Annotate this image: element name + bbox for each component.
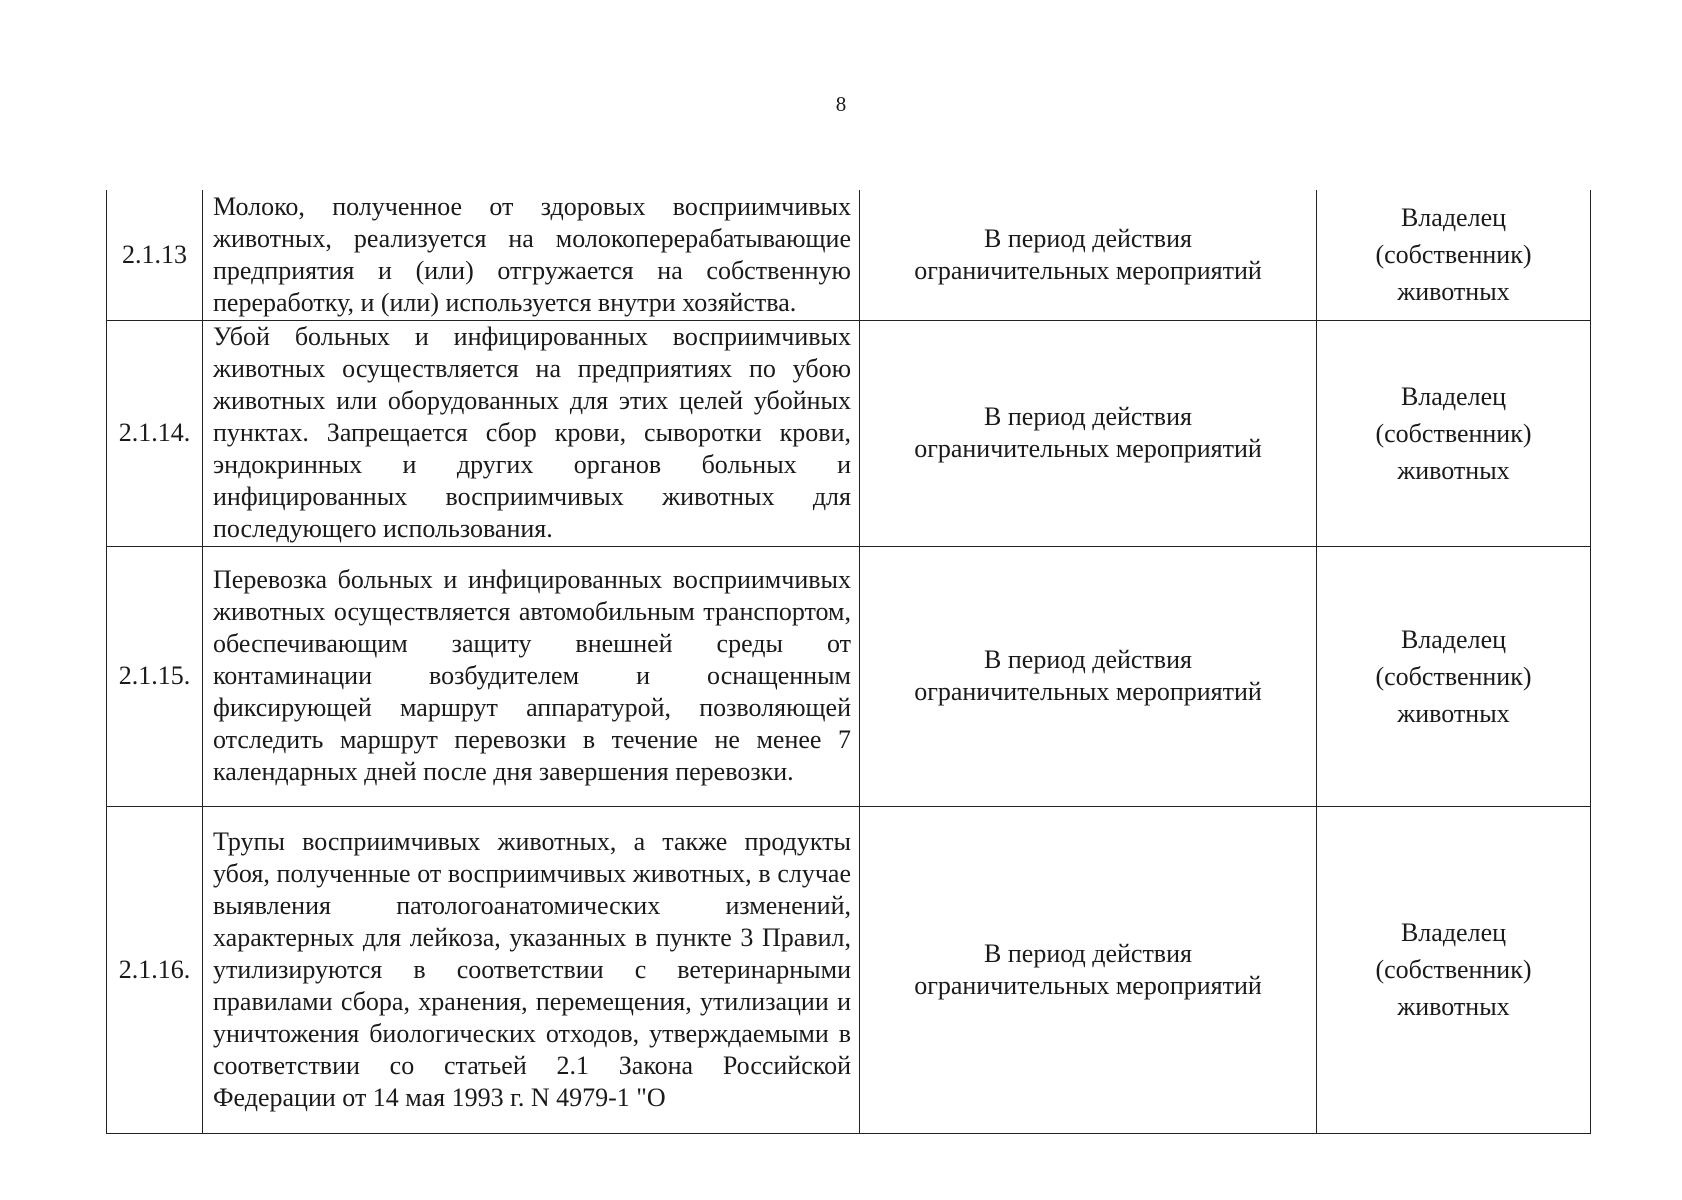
owner-line: Владелец xyxy=(1400,381,1507,411)
period-line: ограничительных мероприятий xyxy=(914,255,1262,285)
item-number: 2.1.15. xyxy=(107,546,203,806)
table-row xyxy=(107,320,1591,546)
owner-line: (собственник) xyxy=(1375,661,1532,691)
period-line: В период действия xyxy=(984,402,1192,431)
owner-line: (собственник) xyxy=(1375,955,1532,984)
period-line: ограничительных мероприятий xyxy=(914,434,1262,463)
item-responsible xyxy=(1317,320,1591,546)
owner-line: Владелец xyxy=(1400,624,1507,654)
item-text xyxy=(203,320,860,546)
item-number: 2.1.14. xyxy=(107,320,203,546)
item-text xyxy=(203,806,860,1133)
table-row xyxy=(107,546,1591,806)
owner-line: животных xyxy=(1397,455,1510,485)
item-text xyxy=(203,546,860,806)
item-text-body: Перевозка больных и инфицированных восприимчивых животных осуществляется автомобильным транспортом, обеспечивающим защиту внешней среды от контаминации возбудителем и оснащенным фиксирующей маршрут аппаратурой, позволяющей отследить маршрут перевозки в течение не менее 7 календарных дней после дня завершения перевозки. xyxy=(213,565,851,786)
period-line: В период действия xyxy=(984,938,1192,968)
measures-table xyxy=(106,190,1591,1134)
owner-line: (собственник) xyxy=(1375,240,1532,270)
item-text-body: Убой больных и инфицированных восприимчивых животных осуществляется на предприятиях по убою животных или оборудованных для этих целей убойных пунктах. Запрещается сбор крови, сыворотки крови, эндокринных и других органов больных и инфицированных восприимчивых животных для последующего использования. xyxy=(213,322,851,543)
item-number: 2.1.13 xyxy=(107,190,203,320)
period-line: ограничительных мероприятий xyxy=(914,970,1262,1000)
owner-line: животных xyxy=(1397,992,1510,1021)
item-responsible xyxy=(1317,190,1591,320)
owner-line: (собственник) xyxy=(1375,418,1532,448)
owner-line: животных xyxy=(1397,698,1510,728)
item-period xyxy=(860,806,1317,1133)
owner-line: животных xyxy=(1397,277,1510,307)
item-text-body: Молоко, полученное от здоровых восприимчивых животных, реализуется на молокоперерабатывающие предприятия и (или) отгружается на собственную переработку, и (или) используется внутри хозяйства. xyxy=(213,191,851,317)
owner-line: Владелец xyxy=(1400,918,1507,947)
period-line: В период действия xyxy=(984,645,1192,674)
page-number: 8 xyxy=(835,92,847,116)
item-text xyxy=(203,190,860,320)
item-text-body: Трупы восприимчивых животных, а также продукты убоя, полученные от восприимчивых животных, в случае выявления патологоанатомических изменений, характерных для лейкоза, указанных в пункте 3 Правил, утилизируются в соответствии с ветеринарными правилами сбора, хранения, перемещения, утилизации и уничтожения биологических отходов, утверждаемыми в соответствии со статьей 2.1 Закона Российской Федерации от 14 мая 1993 г. N 4979-1 "О xyxy=(213,826,851,1112)
item-number: 2.1.16. xyxy=(107,806,203,1133)
item-responsible xyxy=(1317,806,1591,1133)
item-period xyxy=(860,190,1317,320)
period-line: ограничительных мероприятий xyxy=(914,677,1262,706)
table-row xyxy=(107,190,1591,320)
item-period xyxy=(860,320,1317,546)
owner-line: Владелец xyxy=(1400,203,1507,233)
period-line: В период действия xyxy=(984,223,1192,253)
item-responsible xyxy=(1317,546,1591,806)
table-row xyxy=(107,806,1591,1133)
item-period xyxy=(860,546,1317,806)
